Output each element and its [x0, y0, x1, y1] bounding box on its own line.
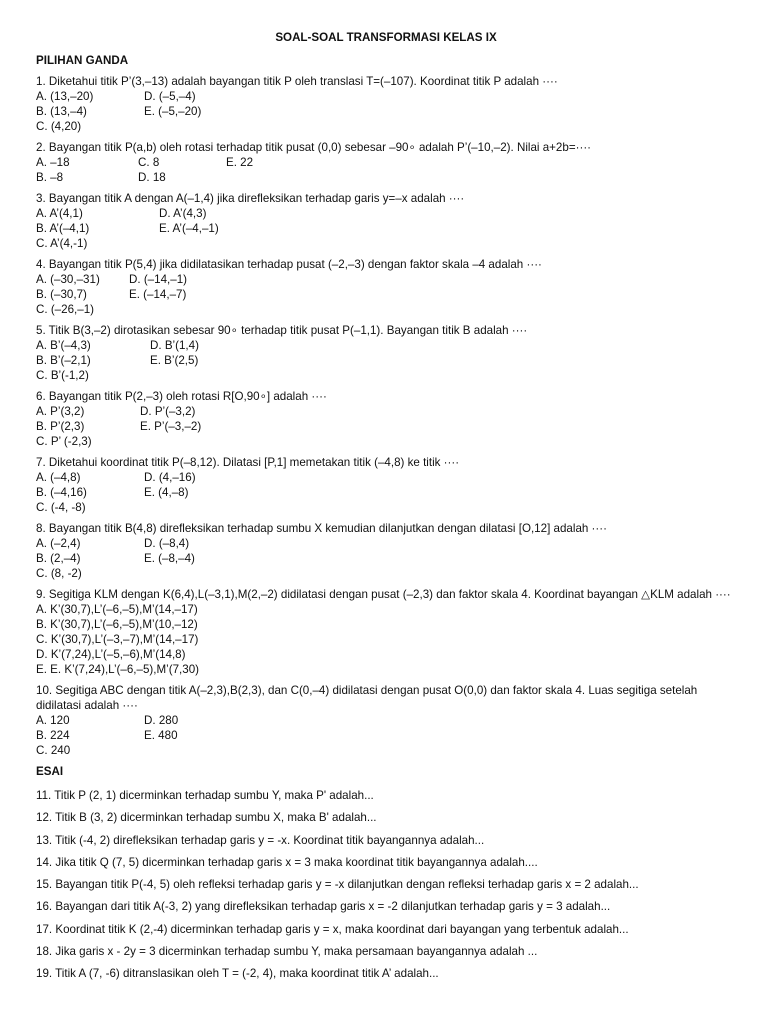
- option: B. (–30,7): [36, 288, 87, 301]
- question-stem: 10. Segitiga ABC dengan titik A(–2,3),B(2,3), dan C(0,–4) didilatasi dengan pusat O(0,0) dan faktor skala 4. Luas segitiga setelah didilatasi adalah ····: [36, 684, 698, 712]
- option: D. (–5,–4): [144, 90, 196, 103]
- option: E. (4,–8): [144, 486, 189, 499]
- esai-question: 11. Titik P (2, 1) dicerminkan terhadap sumbu Y, maka P' adalah...: [36, 789, 374, 802]
- esai-list: [36, 788, 736, 981]
- question-stem: 1. Diketahui titik P’(3,–13) adalah bayangan titik P oleh translasi T=(–107). Koordinat titik P adalah ····: [36, 75, 558, 88]
- option: C. (8, -2): [36, 567, 82, 580]
- option: A. B’(–4,3): [36, 339, 91, 352]
- option: A. K’(30,7),L’(–6,–5),M’(14,–17): [36, 603, 198, 616]
- option: C. (4,20): [36, 120, 82, 133]
- options: [36, 713, 736, 758]
- option: A. 120: [36, 714, 70, 727]
- option: B. A’(–4,1): [36, 222, 90, 235]
- option: D. K’(7,24),L’(–5,–6),M’(14,8): [36, 648, 186, 661]
- options: [36, 89, 736, 134]
- question-6: [36, 389, 736, 449]
- option: A. (–2,4): [36, 537, 81, 550]
- option: C. B’(-1,2): [36, 369, 89, 382]
- option: A. –18: [36, 156, 70, 169]
- option: A. A’(4,1): [36, 207, 83, 220]
- question-4: [36, 257, 736, 317]
- esai-question: 14. Jika titik Q (7, 5) dicerminkan terhadap garis x = 3 maka koordinat titik bayangannya adalah....: [36, 855, 538, 869]
- option: E. (–8,–4): [144, 552, 195, 565]
- question-stem: 9. Segitiga KLM dengan K(6,4),L(–3,1),M(2,–2) didilatasi dengan pusat (–2,3) dan faktor skala 4. Koordinat bayangan △KLM adalah ····: [36, 588, 731, 601]
- option: C. 8: [138, 156, 160, 169]
- option: D. (–8,4): [144, 537, 190, 550]
- options: [36, 338, 736, 383]
- options: [36, 602, 736, 677]
- question-stem: 2. Bayangan titik P(a,b) oleh rotasi terhadap titik pusat (0,0) sebesar –90∘ adalah P’(–10,–2). Nilai a+2b=····: [36, 141, 592, 154]
- options: [36, 536, 736, 581]
- option: E. P’(–3,–2): [140, 420, 202, 433]
- option: C. A’(4,-1): [36, 237, 88, 250]
- option: E. (–5,–20): [144, 105, 202, 118]
- document-page: [36, 30, 736, 989]
- option: E. B’(2,5): [150, 354, 199, 367]
- question-stem: 6. Bayangan titik P(2,–3) oleh rotasi R[O,90∘] adalah ····: [36, 390, 327, 403]
- option: D. B’(1,4): [150, 339, 199, 352]
- esai-question: 17. Koordinat titik K (2,-4) dicerminkan terhadap garis y = x, maka koordinat dari bayangan yang terbentuk adalah...: [36, 922, 629, 936]
- option: B. (–4,16): [36, 486, 87, 499]
- option: E. (–14,–7): [129, 288, 187, 301]
- option: C. K’(30,7),L’(–3,–7),M’(14,–17): [36, 633, 199, 646]
- option: D. 18: [138, 171, 166, 184]
- question-stem: 4. Bayangan titik P(5,4) jika didilatasikan terhadap pusat (–2,–3) dengan faktor skala –4 adalah ····: [36, 258, 542, 271]
- option: D. P’(–3,2): [140, 405, 196, 418]
- option: C. 240: [36, 744, 71, 757]
- question-7: [36, 455, 736, 515]
- option: A. (–4,8): [36, 471, 81, 484]
- question-1: [36, 74, 736, 134]
- option: B. K’(30,7),L’(–6,–5),M’(10,–12): [36, 618, 198, 631]
- question-8: [36, 521, 736, 581]
- option: E. A’(–4,–1): [159, 222, 219, 235]
- option: E. E. K’(7,24),L’(–6,–5),M’(7,30): [36, 663, 200, 676]
- option: B. 224: [36, 729, 70, 742]
- question-3: [36, 191, 736, 251]
- option: B. (2,–4): [36, 552, 81, 565]
- option: A. P’(3,2): [36, 405, 85, 418]
- section-pilihan-ganda: PILIHAN GANDA: [36, 54, 129, 67]
- question-9: [36, 587, 736, 677]
- option: C. (-4, -8): [36, 501, 86, 514]
- question-stem: 7. Diketahui koordinat titik P(–8,12). Dilatasi [P,1] memetakan titik (–4,8) ke titik ····: [36, 456, 460, 469]
- option: D. 280: [144, 714, 179, 727]
- question-stem: 5. Titik B(3,–2) dirotasikan sebesar 90∘ terhadap titik pusat P(–1,1). Bayangan titik B adalah ····: [36, 324, 528, 337]
- esai-question: 16. Bayangan dari titik A(-3, 2) yang direfleksikan terhadap garis x = -2 dilanjutkan terhadap garis y = 3 adalah...: [36, 900, 611, 914]
- option: D. (4,–16): [144, 471, 196, 484]
- options: [36, 470, 736, 515]
- question-2: [36, 140, 736, 185]
- option: A. (–30,–31): [36, 273, 100, 286]
- option: B. (13,–4): [36, 105, 87, 118]
- question-5: [36, 323, 736, 383]
- option: C. (–26,–1): [36, 303, 94, 316]
- options: [36, 404, 736, 449]
- option: B. –8: [36, 171, 64, 184]
- question-stem: 3. Bayangan titik A dengan A(–1,4) jika direfleksikan terhadap garis y=–x adalah ····: [36, 192, 465, 205]
- option: C. P’ (-2,3): [36, 435, 92, 448]
- section-esai: ESAI: [36, 765, 64, 778]
- option: E. 480: [144, 729, 178, 742]
- option: A. (13,–20): [36, 90, 94, 103]
- esai-question: 19. Titik A (7, -6) ditranslasikan oleh T = (-2, 4), maka koordinat titik A’ adalah...: [36, 967, 439, 981]
- question-10: [36, 683, 736, 758]
- option: B. B’(–2,1): [36, 354, 91, 367]
- esai-question: 12. Titik B (3, 2) dicerminkan terhadap sumbu X, maka B' adalah...: [36, 811, 377, 825]
- option: D. (–14,–1): [129, 273, 187, 286]
- esai-question: 13. Titik (-4, 2) direfleksikan terhadap garis y = -x. Koordinat titik bayangannya adalah...: [36, 833, 485, 847]
- esai-question: 15. Bayangan titik P(-4, 5) oleh refleksi terhadap garis y = -x dilanjutkan dengan refleksi terhadap garis x = 2 adalah...: [36, 878, 639, 892]
- esai-question: 18. Jika garis x - 2y = 3 dicerminkan terhadap sumbu Y, maka persamaan bayangannya adalah ...: [36, 945, 538, 959]
- option: B. P’(2,3): [36, 420, 85, 433]
- page-title: SOAL-SOAL TRANSFORMASI KELAS IX: [275, 31, 497, 44]
- options: [36, 155, 736, 185]
- option: E. 22: [226, 156, 254, 169]
- question-stem: 8. Bayangan titik B(4,8) direfleksikan terhadap sumbu X kemudian dilanjutkan dengan dilatasi [O,12] adalah ····: [36, 522, 607, 535]
- options: [36, 206, 736, 251]
- options: [36, 272, 736, 317]
- option: D. A’(4,3): [159, 207, 207, 220]
